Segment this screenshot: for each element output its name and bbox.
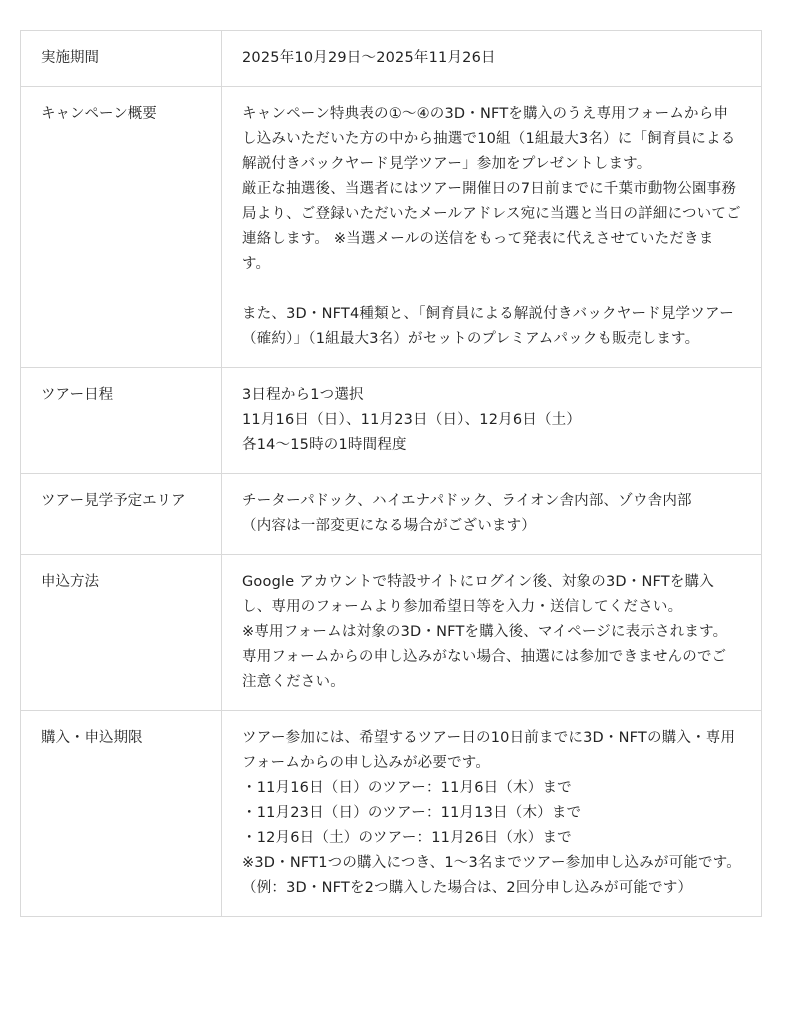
row-value [222, 474, 762, 555]
value-line: ツアー参加には、希望するツアー日の10日前までに3D・NFTの購入・専用フォームからの申し込みが必要です。 [242, 730, 736, 771]
row-label: ツアー見学予定エリア [21, 474, 222, 555]
value-line: 厳正な抽選後、当選者にはツアー開催日の7日前までに千葉市動物公園事務局より、ご登録いただいたメールアドレス宛に当選と当日の詳細についてご連絡します。 ※当選メールの送信をもって発表に代えさせていただきます。 [242, 181, 741, 272]
value-line: 各14〜15時の1時間程度 [242, 437, 407, 453]
row-value [222, 87, 762, 368]
value-line: キャンペーン特典表の①〜④の3D・NFTを購入のうえ専用フォームから申し込みいただいた方の中から抽選で10組（1組最大3名）に「飼育員による解説付きバックヤード見学ツアー」参加をプレゼントします。 [242, 106, 736, 172]
row-label: ツアー日程 [21, 368, 222, 474]
table-row [21, 555, 762, 711]
row-value [222, 555, 762, 711]
value-line: ・11月16日（日）のツアー：11月6日（木）まで [242, 780, 572, 796]
value-line: ・11月23日（日）のツアー：11月13日（木）まで [242, 805, 582, 821]
value-line: 3日程から1つ選択 [242, 387, 364, 403]
campaign-info-table [20, 30, 762, 917]
value-line: （内容は一部変更になる場合がございます） [242, 518, 536, 534]
value-line: Google アカウントで特設サイトにログイン後、対象の3D・NFTを購入し、専用のフォームより参加希望日等を入力・送信してください。 [242, 574, 714, 615]
row-value [222, 711, 762, 917]
table-row [21, 368, 762, 474]
table-row [21, 87, 762, 368]
table-row [21, 31, 762, 87]
row-label: 申込方法 [21, 555, 222, 711]
row-label: 購入・申込期限 [21, 711, 222, 917]
value-line: ・12月6日（土）のツアー：11月26日（水）まで [242, 830, 572, 846]
value-line: 2025年10月29日〜2025年11月26日 [242, 50, 496, 66]
value-line: （例：3D・NFTを2つ購入した場合は、2回分申し込みが可能です） [242, 880, 693, 896]
table-row [21, 711, 762, 917]
value-line: 11月16日（日）、11月23日（日）、12月6日（土） [242, 412, 582, 428]
row-label: 実施期間 [21, 31, 222, 87]
row-value [222, 368, 762, 474]
blank-line [242, 277, 741, 302]
table-row [21, 474, 762, 555]
value-line: ※専用フォームは対象の3D・NFTを購入後、マイページに表示されます。専用フォームからの申し込みがない場合、抽選には参加できませんのでご注意ください。 [242, 624, 728, 690]
value-line: また、3D・NFT4種類と、「飼育員による解説付きバックヤード見学ツアー（確約）」（1組最大3名）がセットのプレミアムパックも販売します。 [242, 306, 734, 347]
row-label: キャンペーン概要 [21, 87, 222, 368]
value-line: ※3D・NFT1つの購入につき、1〜3名までツアー参加申し込みが可能です。 [242, 855, 741, 871]
row-value [222, 31, 762, 87]
value-line: チーターパドック、ハイエナパドック、ライオン舎内部、ゾウ舎内部 [242, 493, 692, 509]
